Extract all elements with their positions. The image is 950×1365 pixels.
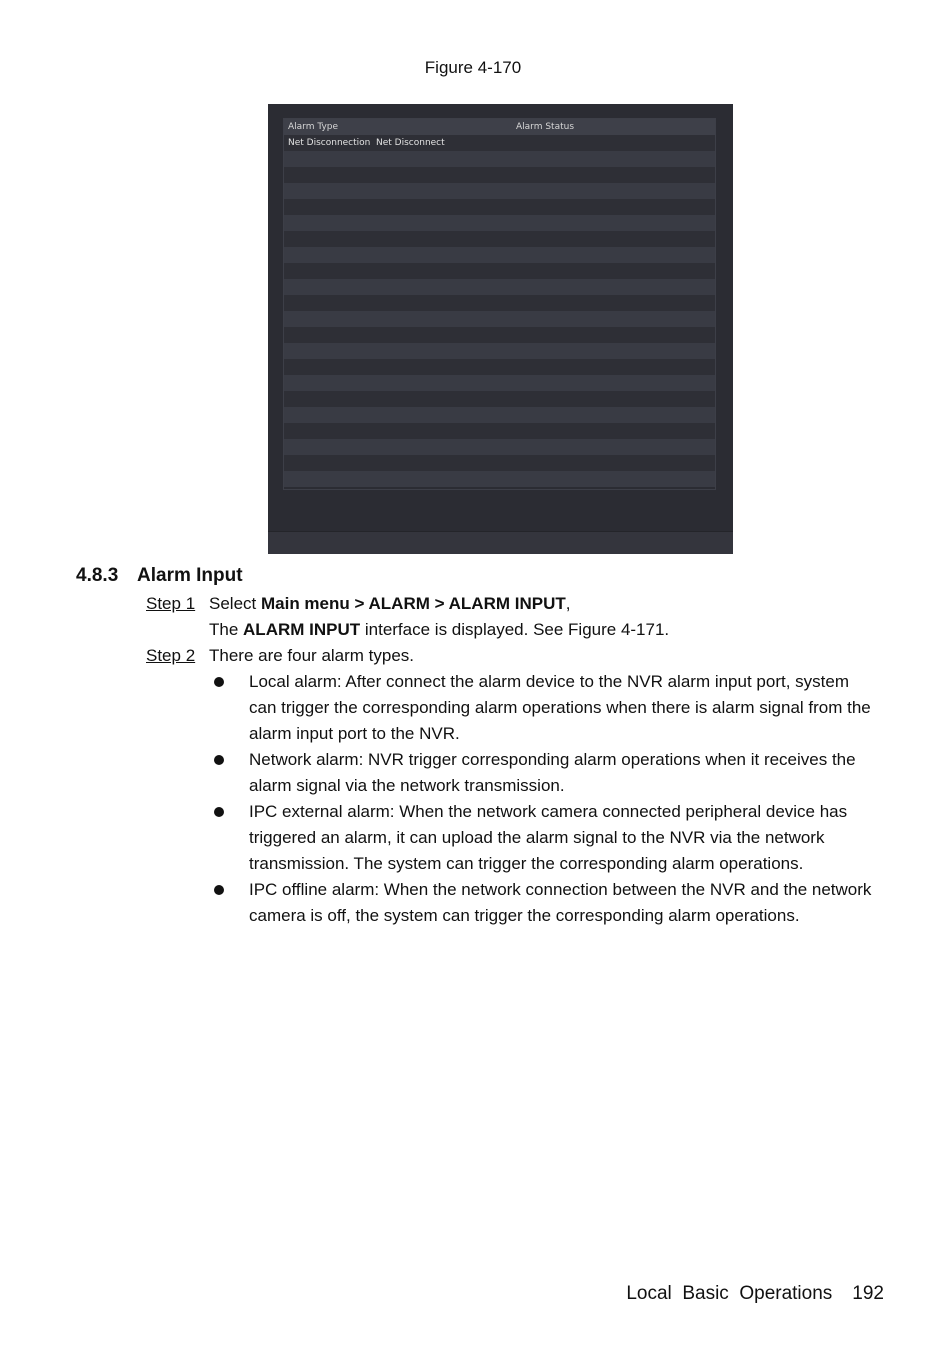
empty-table-row (284, 215, 715, 231)
empty-table-row (284, 343, 715, 359)
empty-table-row (284, 423, 715, 439)
step1-menu-path: Main menu > ALARM > ALARM INPUT (260, 594, 566, 613)
bullet-text-line: triggered an alarm, it can upload the alarm signal to the NVR via the network (249, 828, 825, 847)
step1-text (209, 594, 570, 614)
header-alarm-type: Alarm Type (288, 122, 339, 132)
bullet-text-line: IPC offline alarm: When the network connection between the NVR and the network (249, 880, 872, 899)
bullet-dot (214, 807, 224, 817)
empty-table-row (284, 359, 715, 375)
page-number: 192 (852, 1283, 884, 1304)
figure-caption: Figure 4-170 (424, 58, 522, 77)
empty-table-row (284, 199, 715, 215)
empty-rows (284, 151, 715, 487)
empty-table-row (284, 167, 715, 183)
cell-alarm-type: Net Disconnection (288, 138, 371, 148)
bullet-text-line: can trigger the corresponding alarm operations when there is alarm signal from the (249, 698, 871, 717)
screenshot-footer-bar (268, 531, 733, 554)
alarm-status-table (283, 118, 716, 490)
footer-chapter: Local Basic Operations (626, 1283, 833, 1304)
empty-table-row (284, 231, 715, 247)
empty-table-row (284, 311, 715, 327)
empty-table-row (284, 183, 715, 199)
bullet-dot (214, 755, 224, 765)
page-footer (0, 1283, 884, 1305)
step1-result-pre: The (209, 620, 244, 639)
header-alarm-status: Alarm Status (516, 122, 575, 132)
bullet-text-line: Network alarm: NVR trigger corresponding alarm operations when it receives the (249, 750, 856, 769)
bullet-text-line: IPC external alarm: When the network camera connected peripheral device has (249, 802, 848, 821)
empty-table-row (284, 391, 715, 407)
section-heading (76, 565, 243, 587)
step1-result-post: interface is displayed. See Figure 4-171. (360, 620, 670, 639)
bullet-dot (214, 677, 224, 687)
bullet-text-line: camera is off, the system can trigger the corresponding alarm operations. (249, 906, 800, 925)
step2-label: Step 2 (146, 646, 196, 665)
empty-table-row (284, 295, 715, 311)
empty-table-row (284, 375, 715, 391)
empty-table-row (284, 327, 715, 343)
empty-table-row (284, 471, 715, 487)
bullet-text-line: alarm input port to the NVR. (249, 724, 460, 743)
empty-table-row (284, 439, 715, 455)
section-title: Alarm Input (137, 565, 243, 586)
empty-table-row (284, 263, 715, 279)
step1-result (209, 620, 669, 640)
empty-table-row (284, 247, 715, 263)
bullet-text-line: transmission. The system can trigger the corresponding alarm operations. (249, 854, 804, 873)
step1-result-bold: ALARM INPUT (243, 620, 361, 639)
table-header (284, 119, 715, 135)
bullet-text-line: Local alarm: After connect the alarm device to the NVR alarm input port, system (249, 672, 849, 691)
empty-table-row (284, 455, 715, 471)
empty-table-row (284, 151, 715, 167)
step1-pre: Select (209, 594, 261, 613)
empty-table-row (284, 279, 715, 295)
bullet-text-line: alarm signal via the network transmission. (249, 776, 565, 795)
step1-post: , (565, 594, 571, 613)
empty-table-row (284, 407, 715, 423)
bullet-dot (214, 885, 224, 895)
section-number: 4.8.3 (76, 565, 119, 586)
cell-alarm-status: Net Disconnect (376, 138, 445, 148)
table-row[interactable] (284, 135, 715, 151)
step2-text: There are four alarm types. (209, 646, 415, 665)
step1-label: Step 1 (146, 594, 196, 613)
alarm-status-screenshot (268, 104, 733, 554)
